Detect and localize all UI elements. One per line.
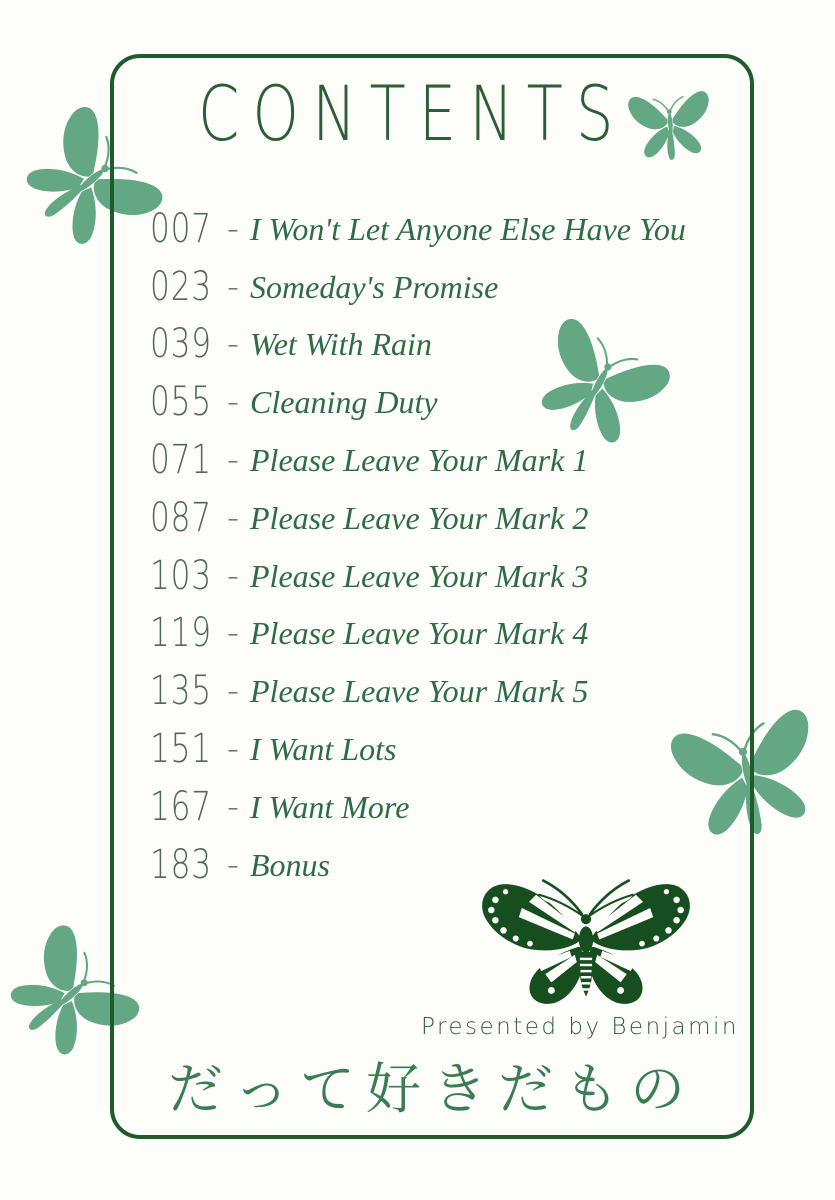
toc-entry-title: Bonus	[250, 846, 330, 883]
toc-separator: -	[226, 324, 240, 365]
toc-entry	[150, 316, 750, 374]
toc-separator: -	[226, 266, 240, 307]
toc-page-number: 007	[150, 205, 212, 252]
toc-entry-title: Please Leave Your Mark 2	[250, 499, 589, 536]
toc-entry	[150, 836, 750, 894]
toc-page-number: 055	[150, 379, 212, 426]
toc-entry-title: Please Leave Your Mark 4	[250, 615, 589, 652]
toc-separator: -	[226, 613, 240, 654]
toc-page-number: 151	[150, 726, 212, 773]
toc-separator: -	[226, 440, 240, 481]
toc-entry	[150, 200, 750, 258]
toc-separator: -	[226, 497, 240, 538]
toc-page-number: 087	[150, 494, 212, 541]
toc-entry	[150, 778, 750, 836]
toc-entry-title: Please Leave Your Mark 5	[250, 673, 589, 710]
toc-entry	[150, 489, 750, 547]
credit-line: Presented by Benjamin	[420, 1014, 740, 1040]
toc-page-number: 119	[150, 610, 212, 657]
toc-list	[150, 200, 750, 894]
toc-entry-title: I Want More	[250, 788, 410, 825]
butterfly-icon	[622, 72, 717, 167]
toc-separator: -	[226, 208, 240, 249]
toc-entry-title: Wet With Rain	[250, 326, 432, 363]
toc-entry	[150, 431, 750, 489]
toc-entry-title: I Won't Let Anyone Else Have You	[250, 210, 686, 247]
toc-page-number: 183	[150, 841, 212, 888]
toc-page-number: 023	[150, 263, 212, 310]
toc-page-number: 135	[150, 668, 212, 715]
toc-entry-title: Someday's Promise	[250, 268, 499, 305]
toc-entry-title: Please Leave Your Mark 1	[250, 442, 589, 479]
toc-separator: -	[226, 555, 240, 596]
page-title: CONTENTS	[198, 69, 627, 158]
toc-entry-title: Please Leave Your Mark 3	[250, 557, 589, 594]
toc-entry	[150, 720, 750, 778]
toc-entry	[150, 547, 750, 605]
toc-page-number: 039	[150, 321, 212, 368]
toc-entry	[150, 258, 750, 316]
toc-separator: -	[226, 844, 240, 885]
toc-page-number: 103	[150, 552, 212, 599]
butterfly-icon	[0, 899, 167, 1083]
toc-entry	[150, 373, 750, 431]
toc-entry-title: I Want Lots	[250, 731, 397, 768]
toc-entry	[150, 605, 750, 663]
toc-entry-title: Cleaning Duty	[250, 384, 438, 421]
toc-page-number: 071	[150, 437, 212, 484]
toc-separator: -	[226, 786, 240, 827]
toc-separator: -	[226, 671, 240, 712]
toc-entry	[150, 662, 750, 720]
japanese-subtitle: だって好きだもの	[167, 1057, 696, 1121]
toc-separator: -	[226, 729, 240, 770]
toc-page-number: 167	[150, 783, 212, 830]
toc-separator: -	[226, 382, 240, 423]
